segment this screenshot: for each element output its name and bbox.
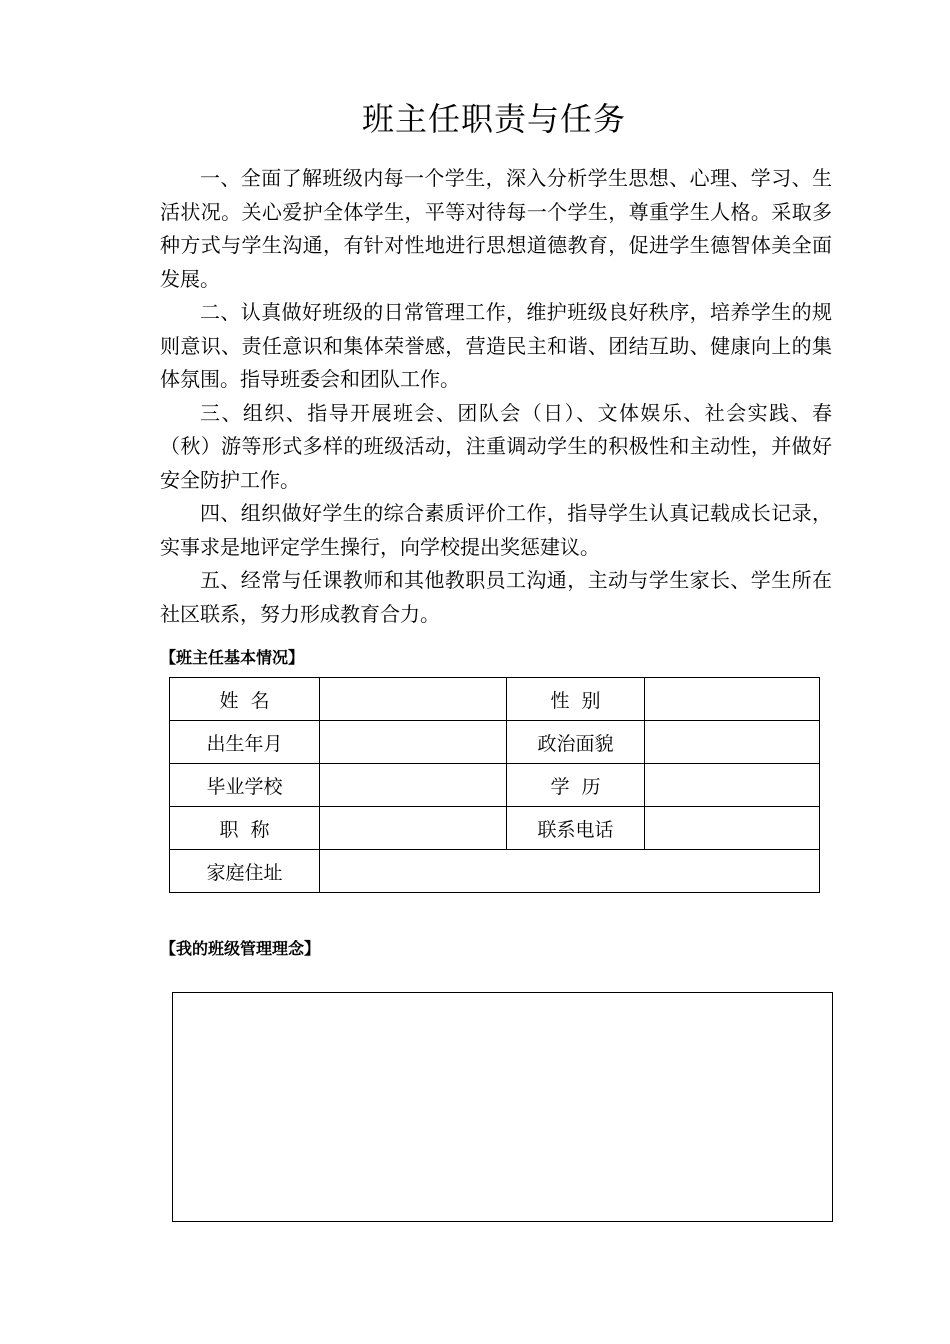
duty-paragraph-3: 三、组织、指导开展班会、团队会（日）、文体娱乐、社会实践、春（秋）游等形式多样的班级活动，注重调动学生的积极性和主动性，并做好安全防护工作。 <box>160 400 832 492</box>
table-row <box>170 721 820 764</box>
duty-paragraph-4: 四、组织做好学生的综合素质评价工作，指导学生认真记载成长记录，实事求是地评定学生操行，向学校提出奖惩建议。 <box>160 501 832 559</box>
birth-field[interactable] <box>320 721 507 764</box>
name-label: 姓 名 <box>170 678 320 721</box>
gender-label: 性 别 <box>507 678 645 721</box>
phone-label: 联系电话 <box>507 807 645 850</box>
table-row <box>170 850 820 893</box>
political-label: 政治面貌 <box>507 721 645 764</box>
school-label: 毕业学校 <box>170 764 320 807</box>
title-label: 职 称 <box>170 807 320 850</box>
duty-paragraph-1: 一、全面了解班级内每一个学生，深入分析学生思想、心理、学习、生活状况。关心爱护全体学生，平等对待每一个学生，尊重学生人格。采取多种方式与学生沟通，有针对性地进行思想道德教育，促进学生德智体美全面发展。 <box>160 166 832 291</box>
name-field[interactable] <box>320 678 507 721</box>
duty-paragraph-5: 五、经常与任课教师和其他教职员工沟通，主动与学生家长、学生所在社区联系，努力形成教育合力。 <box>160 568 832 626</box>
duty-paragraph-2: 二、认真做好班级的日常管理工作，维护班级良好秩序，培养学生的规则意识、责任意识和集体荣誉感，营造民主和谐、团结互助、健康向上的集体氛围。指导班委会和团队工作。 <box>160 300 832 391</box>
philosophy-heading: 【我的班级管理理念】 <box>160 939 321 958</box>
page-title: 班主任职责与任务 <box>361 100 626 138</box>
basic-info-heading: 【班主任基本情况】 <box>160 648 305 667</box>
education-field[interactable] <box>645 764 820 807</box>
basic-info-table <box>169 677 820 893</box>
address-field[interactable] <box>320 850 820 893</box>
birth-label: 出生年月 <box>170 721 320 764</box>
school-field[interactable] <box>320 764 507 807</box>
title-field[interactable] <box>320 807 507 850</box>
address-label: 家庭住址 <box>170 850 320 893</box>
table-row <box>170 678 820 721</box>
table-row <box>170 807 820 850</box>
education-label: 学 历 <box>507 764 645 807</box>
table-row <box>170 764 820 807</box>
gender-field[interactable] <box>645 678 820 721</box>
phone-field[interactable] <box>645 807 820 850</box>
philosophy-field[interactable] <box>172 992 833 1222</box>
duties-text <box>160 162 832 631</box>
political-field[interactable] <box>645 721 820 764</box>
